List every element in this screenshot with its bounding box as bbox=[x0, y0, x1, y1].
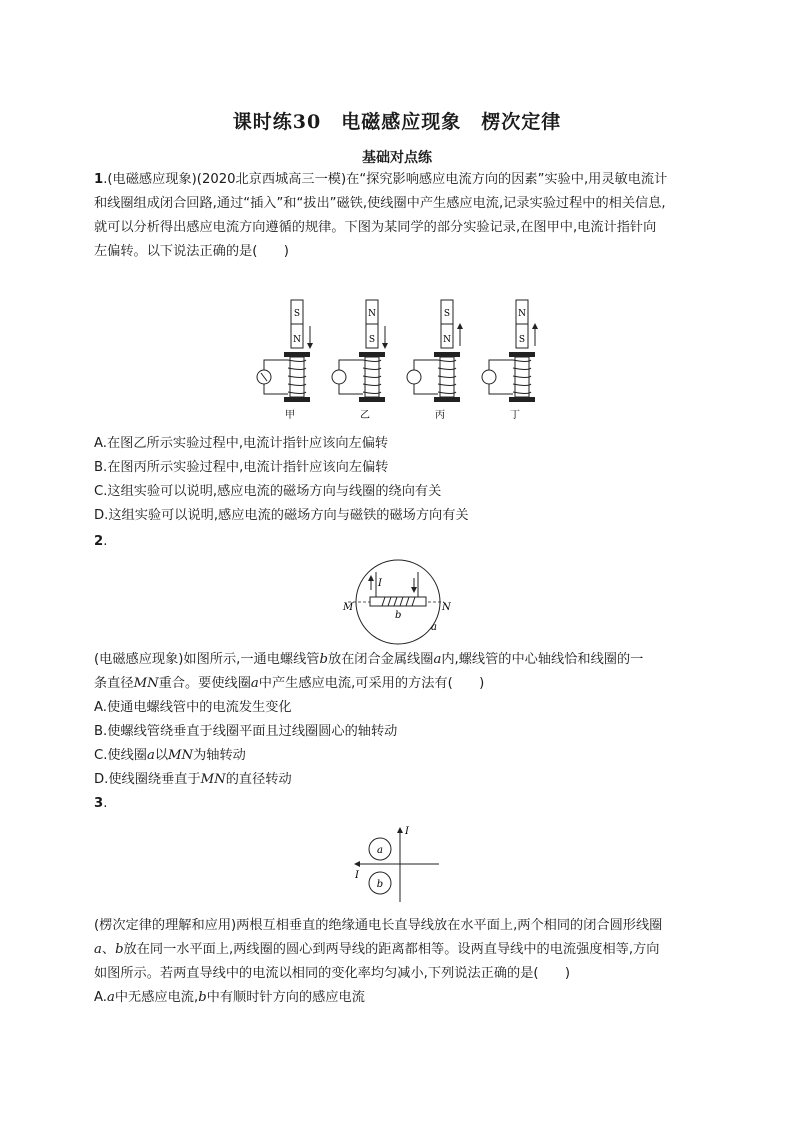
q1-line-3: 就可以分析得出感应电流方向遵循的规律。下图为某同学的部分实验记录,在图甲中,电流计指针向 bbox=[94, 220, 657, 235]
q1-line-2: 和线圈组成闭合回路,通过“插入”和“拔出”磁铁,使线圈中产生感应电流,记录实验过程中的相关信息, bbox=[94, 196, 666, 211]
q2-stem-line-1: (电磁感应现象)如图所示,一通电螺线管b放在闭合金属线圈a内,螺线管的中心轴线恰和线圈的一 bbox=[94, 652, 644, 667]
q1-panel-bing bbox=[407, 300, 460, 421]
label-i-horizontal: I bbox=[355, 870, 359, 881]
section-heading: 基础对点练 bbox=[362, 150, 432, 166]
label-b: b bbox=[376, 879, 384, 890]
q3-stem-line-2: a、b放在同一水平面上,两线圈的圆心到两导线的距离都相等。设两直导线中的电流强度相等,方向 bbox=[94, 942, 660, 957]
q1-line-4: 左偏转。以下说法正确的是( ) bbox=[94, 244, 289, 259]
q2-option-c: C.使线圈a以MN为轴转动 bbox=[94, 748, 246, 763]
magnet-bottom-pole: N bbox=[443, 335, 451, 345]
q1-number: 1 bbox=[94, 172, 104, 187]
q1-option-a: A.在图乙所示实验过程中,电流计指针应该向左偏转 bbox=[94, 436, 389, 451]
q1-panel-jia bbox=[257, 300, 310, 421]
label-i: I bbox=[378, 578, 382, 589]
q1-figure bbox=[250, 296, 550, 426]
galvanometer bbox=[332, 370, 346, 384]
q3-option-a: A.a中无感应电流,b中有顺时针方向的感应电流 bbox=[94, 990, 365, 1005]
magnet-bottom-pole: S bbox=[368, 335, 376, 345]
q2-option-a: A.使通电螺线管中的电流发生变化 bbox=[94, 700, 292, 715]
q1-panel-ding bbox=[482, 300, 535, 421]
magnet-bottom-pole: N bbox=[293, 335, 301, 345]
label-i-vertical: I bbox=[405, 826, 409, 837]
solenoid-b bbox=[370, 597, 426, 606]
label-m: M bbox=[343, 602, 354, 613]
q3-stem-line-3: 如图所示。若两直导线中的电流以相同的变化率均匀减小,下列说法正确的是( ) bbox=[94, 966, 571, 981]
q1-option-c: C.这组实验可以说明,感应电流的磁场方向与线圈的绕向有关 bbox=[94, 484, 442, 499]
q3-stem-line-1: (楞次定律的理解和应用)两根互相垂直的绝缘通电长直导线放在水平面上,两个相同的闭合圆形线圈 bbox=[94, 918, 663, 933]
q3-number-line: 3. bbox=[94, 796, 108, 811]
q2-number-line: 2. bbox=[94, 534, 108, 549]
panel-label: 甲 bbox=[285, 410, 295, 421]
galvanometer bbox=[482, 370, 496, 384]
q2-option-d: D.使线圈绕垂直于MN的直径转动 bbox=[94, 772, 292, 787]
magnet-bottom-pole: S bbox=[518, 335, 526, 345]
panel-label: 丙 bbox=[435, 410, 445, 421]
panel-label: 丁 bbox=[510, 410, 520, 421]
magnet-top-pole: N bbox=[518, 309, 526, 319]
q1-line-1: 1.(电磁感应现象)(2020北京西城高三一模)在“探究影响感应电流方向的因素”实验中,用灵敏电流计 bbox=[94, 172, 668, 187]
q1-panel-yi bbox=[332, 300, 385, 421]
q2-number: 2 bbox=[94, 534, 104, 549]
galvanometer bbox=[407, 370, 421, 384]
magnet-top-pole: S bbox=[293, 309, 301, 319]
label-b: b bbox=[395, 610, 402, 621]
page-title: 课时练30 电磁感应现象 楞次定律 bbox=[232, 111, 562, 133]
label-n: N bbox=[442, 602, 451, 613]
q1-option-b: B.在图丙所示实验过程中,电流计指针应该向左偏转 bbox=[94, 460, 389, 475]
q2-option-b: B.使螺线管绕垂直于线圈平面且过线圈圆心的轴转动 bbox=[94, 724, 398, 739]
magnet-top-pole: N bbox=[368, 309, 376, 319]
q1-option-d: D.这组实验可以说明,感应电流的磁场方向与磁铁的磁场方向有关 bbox=[94, 508, 469, 523]
q3-number: 3 bbox=[94, 796, 104, 811]
label-a: a bbox=[377, 845, 383, 856]
q3-figure bbox=[345, 820, 445, 910]
magnet-top-pole: S bbox=[443, 309, 451, 319]
q2-figure bbox=[340, 556, 460, 656]
label-a: a bbox=[431, 622, 437, 633]
panel-label: 乙 bbox=[360, 410, 370, 421]
q2-stem-line-2: 条直径MN重合。要使线圈a中产生感应电流,可采用的方法有( ) bbox=[94, 676, 485, 691]
